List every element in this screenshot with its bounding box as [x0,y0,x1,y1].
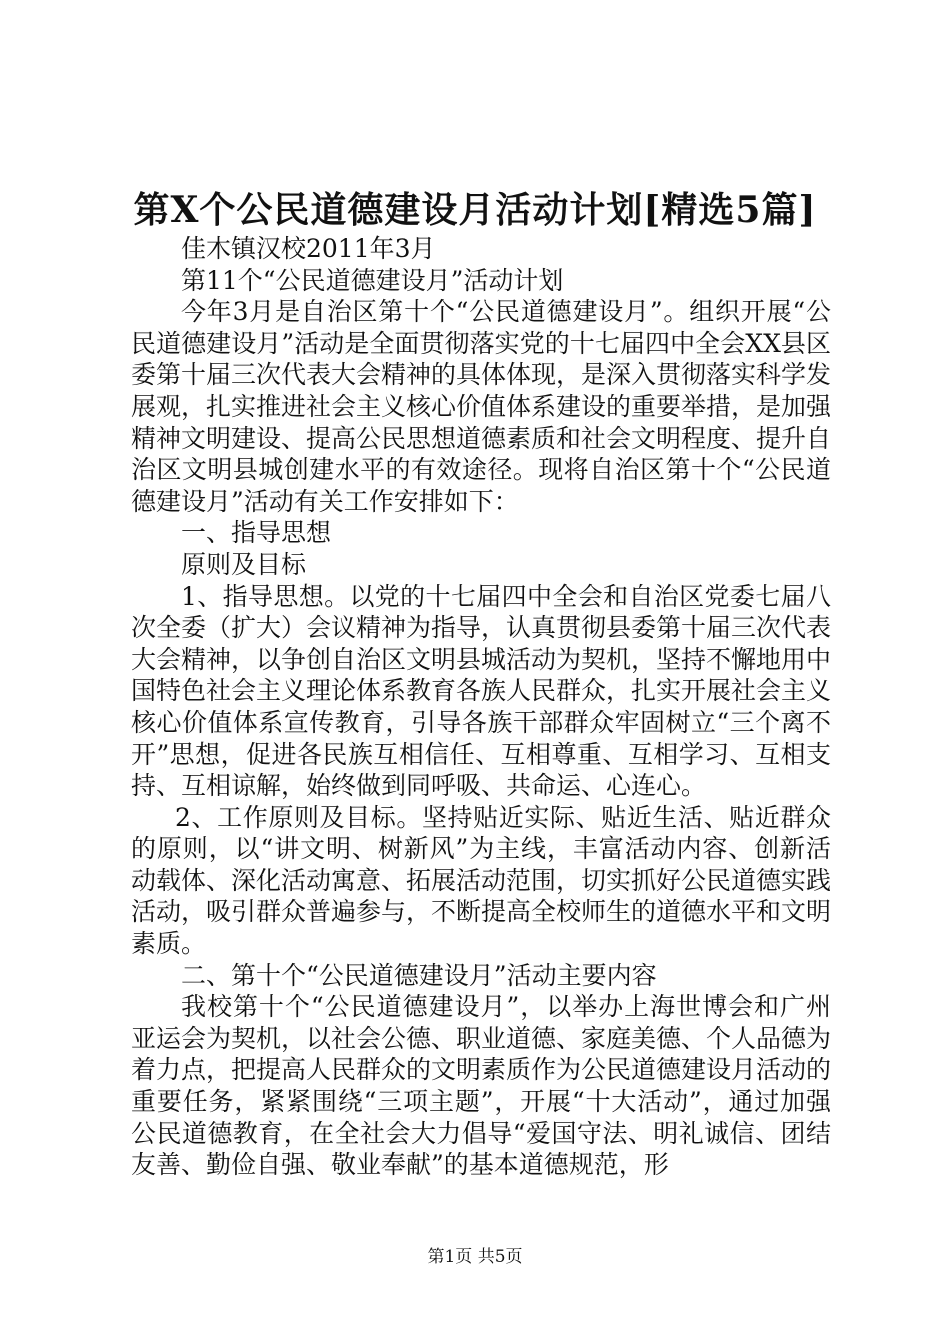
main-content-paragraph: 我校第十个“公民道德建设月”，以举办上海世博会和广州亚运会为契机，以社会公德、职业道德、家庭美德、个人品德为着力点，把提高人民群众的文明素质作为公民道德建设月活动的重要任务，紧紧围绕“三项主题”，开展“十大活动”，通过加强公民道德教育，在全社会大力倡导“爱国守法、明礼诚信、团结友善、勤俭自强、敬业奉献”的基本道德规范，形 [131,992,832,1180]
document-title: 第X个公民道德建设月活动计划[精选5篇] [133,189,817,231]
page-footer: 第1页 共5页 [427,1247,523,1267]
section-heading-main-content: 二、第十个“公民道德建设月”活动主要内容 [181,960,657,990]
section-heading-guiding-thought: 一、指导思想 [181,518,332,548]
document-body [131,233,831,1181]
intro-paragraph: 今年3月是自治区第十个“公民道德建设月”。组织开展“公民道德建设月”活动是全面贯彻落实党的十七届四中全会XX县区委第十届三次代表大会精神的具体体现，是深入贯彻落实科学发展观，扎实推进社会主义核心价值体系建设的重要举措，是加强精神文明建设、提高公民思想道德素质和社会文明程度、提升自治区文明县城创建水平的有效途径。现将自治区第十个“公民道德建设月”活动有关工作安排如下： [131,297,832,516]
subtitle-line: 第11个“公民道德建设月”活动计划 [181,265,564,295]
guiding-thought-paragraph: 1、指导思想。以党的十七届四中全会和自治区党委七届八次全委（扩大）会议精神为指导，认真贯彻县委第十届三次代表大会精神，以争创自治区文明县城活动为契机，坚持不懈地用中国特色社会主义理论体系教育各族人民群众，扎实开展社会主义核心价值体系宣传教育，引导各族干部群众牢固树立“三个离不开”思想，促进各民族互相信任、互相尊重、互相学习、互相支持、互相谅解，始终做到同呼吸、共命运、心连心。 [131,581,832,801]
author-date-line: 佳木镇汉校2011年3月 [181,234,436,263]
work-principles-paragraph: 2、工作原则及目标。坚持贴近实际、贴近生活、贴近群众的原则，以“讲文明、树新风”为主线，丰富活动内容、创新活动载体、深化活动寓意、拓展活动范围，切实抓好公民道德实践活动，吸引群众普遍参与，不断提高全校师生的道德水平和文明素质。 [131,802,832,959]
section-subheading-principles: 原则及目标 [181,549,307,579]
